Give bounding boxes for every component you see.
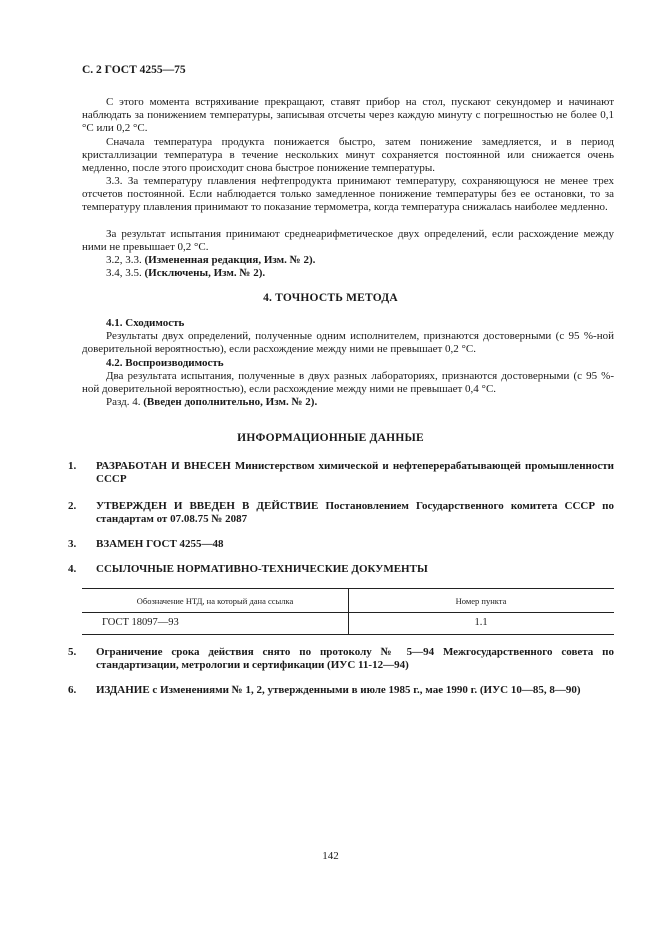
- info-item-text: УТВЕРЖДЕН И ВВЕДЕН В ДЕЙСТВИЕ Постановлением Государственного комитета СССР по стандартам от 07.08.75 № 2087: [96, 500, 614, 526]
- section-4-title: 4. ТОЧНОСТЬ МЕТОДА: [263, 292, 398, 304]
- info-item-number: 1.: [68, 460, 77, 472]
- info-item-number: 4.: [68, 563, 77, 575]
- table-bottom-border: [82, 634, 614, 635]
- info-item-text: ИЗДАНИЕ с Изменениями № 1, 2, утвержденными в июле 1985 г., мае 1990 г. (ИУС 10—85, 8—90): [96, 684, 581, 696]
- amendment-note-3-4: [82, 267, 614, 280]
- info-item-text: Ограничение срока действия снято по протоколу № 5—94 Межгосударственного совета по стандартизации, метрологии и сертификации (ИУС 11-12—94): [96, 646, 614, 672]
- info-item-number: 5.: [68, 646, 77, 658]
- paragraph-temperature-drop: Сначала температура продукта понижается быстро, затем понижение замедляется, и в период кристаллизации температура в течение нескольких минут сохраняется постоянной или снижается очень медленно, после этого происходит снова быстрое понижение температуры.: [82, 136, 614, 175]
- subsection-4-1-title: 4.1. Сходимость: [106, 317, 185, 329]
- subsection-4-2-text: Два результата испытания, полученные в двух разных лабораториях, признаются достоверными (с 95 %-ной доверительной вероятностью), если расхождение между ними не превышает 0,4 °С.: [82, 370, 614, 396]
- table-header-ntd: Обозначение НТД, на который дана ссылка: [136, 596, 294, 606]
- info-item-number: 3.: [68, 538, 77, 550]
- info-item-3: [68, 538, 614, 551]
- info-item-text: ВЗАМЕН ГОСТ 4255—48: [96, 538, 224, 550]
- amendment-text: (Исключены, Изм. № 2).: [144, 267, 266, 279]
- info-item-1: [68, 460, 614, 487]
- table-header-clause: Номер пункта: [455, 596, 507, 606]
- amendment-note-3-2: [82, 254, 614, 267]
- section-ref: Разд. 4.: [106, 396, 144, 408]
- info-item-6: [68, 684, 614, 697]
- subsection-4-1-text: Результаты двух определений, полученные одним исполнителем, признаются достоверными (с 95 %-ной доверительной вероятностью), если расхождение между ними не превышает 0,2 °С.: [82, 330, 614, 356]
- paragraph-3-3: 3.3. За температуру плавления нефтепродукта принимают температуру, сохраняющуюся не менее трех отсчетов постоянной. Если наблюдается только замедленное понижение температуры без ее остановки, то за температуру плавления принимают то показание термометра, когда температура снижалась наиболее медленно.: [82, 175, 614, 214]
- amendment-ref: 3.2, 3.3.: [106, 254, 145, 266]
- info-item-5: [68, 646, 614, 673]
- table-cell-document: ГОСТ 18097—93: [102, 617, 179, 628]
- subsection-4-2-title: 4.2. Воспроизводимость: [106, 357, 224, 369]
- amendment-text: (Измененная редакция, Изм. № 2).: [144, 254, 316, 266]
- info-item-number: 6.: [68, 684, 77, 696]
- info-item-text: ССЫЛОЧНЫЕ НОРМАТИВНО-ТЕХНИЧЕСКИЕ ДОКУМЕНТЫ: [96, 563, 428, 575]
- page-header: С. 2 ГОСТ 4255—75: [82, 64, 186, 76]
- amendment-ref: 3.4, 3.5.: [106, 267, 145, 279]
- table-cell-clause: 1.1: [474, 617, 488, 628]
- paragraph-stop-shaking: С этого момента встряхивание прекращают, ставят прибор на стол, пускают секундомер и начинают наблюдать за понижением температуры, записывая отсчеты через каждую минуту с погрешностью не более 0,1 °С или 0,2 °С.: [82, 96, 614, 135]
- info-title: ИНФОРМАЦИОННЫЕ ДАННЫЕ: [237, 432, 424, 444]
- info-item-2: [68, 500, 614, 527]
- section-note-text: (Введен дополнительно, Изм. № 2).: [143, 396, 318, 408]
- paragraph-result: За результат испытания принимают среднеарифметическое двух определений, если расхождение между ними не превышает 0,2 °С.: [82, 228, 614, 254]
- section-4-note: [82, 396, 614, 409]
- info-item-4: [68, 563, 614, 576]
- info-item-number: 2.: [68, 500, 77, 512]
- page-number: 142: [322, 850, 339, 862]
- info-item-text: РАЗРАБОТАН И ВНЕСЕН Министерством химической и нефтеперерабатывающей промышленности СССР: [96, 460, 614, 486]
- reference-table: [82, 588, 614, 634]
